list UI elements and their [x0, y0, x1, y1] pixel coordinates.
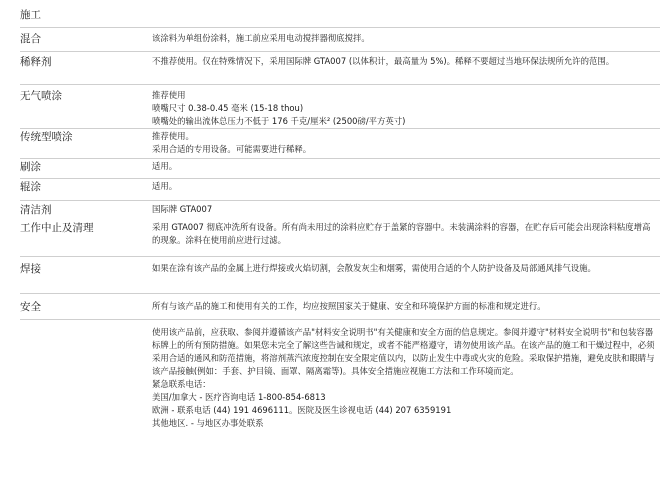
divider	[20, 128, 660, 129]
mixing-text	[152, 32, 658, 45]
divider	[20, 319, 660, 320]
conventional-spray-label: 传统型喷涂	[20, 131, 73, 143]
divider	[20, 51, 660, 52]
cleaner-label: 清洁剂	[20, 204, 52, 216]
conventional-spray-text	[152, 130, 658, 156]
thinner-line: 不推荐使用。仅在特殊情况下，采用国际牌 GTA007 (以体积计，最高量为 5%)。稀释不要超过当地环保法规所允许的范围。	[152, 56, 615, 66]
airless-line-3: 喷嘴处的输出流体总压力不低于 176 千克/厘米² (2500磅/平方英寸)	[152, 116, 406, 126]
emergency-contact-other: 其他地区. - 与地区办事处联系	[152, 418, 264, 428]
thinner-label: 稀释剂	[20, 56, 52, 68]
divider	[20, 158, 660, 159]
divider	[20, 256, 660, 257]
cleaner-line: 国际牌 GTA007	[152, 204, 213, 214]
mixing-label: 混合	[20, 33, 41, 45]
roller-line: 适用。	[152, 181, 178, 191]
brush-line: 适用。	[152, 161, 178, 171]
safety-text	[152, 300, 658, 313]
roller-text	[152, 180, 658, 193]
work-stoppage-label: 工作中止及清理	[20, 222, 94, 234]
airless-line-2: 喷嘴尺寸 0.38-0.45 毫米 (15-18 thou)	[152, 103, 304, 113]
brush-label: 刷涂	[20, 161, 41, 173]
airless-spray-text	[152, 89, 658, 128]
safety-detail-paragraph: 使用该产品前，应获取、参阅并遵循该产品"材料安全说明书"有关健康和安全方面的信息规定。参阅并遵守"材料安全说明书"和包装容器标牌上的所有预防措施。如果您未完全了解这些告诫和规定，或者不能严格遵守，请勿使用该产品。在该产品的施工和干燥过程中，必须采用合适的通风和防范措施，将溶剂蒸汽浓度控制在安全限定值以内，以防止发生中毒或火灾的危险。采取保护措施，避免皮肤和眼睛与该产品接触(例如：手套、护目镜、面罩、隔离霜等)。具体安全措施应视施工方法和工作环境而定。	[152, 327, 655, 376]
work-stoppage-text	[152, 221, 658, 247]
roller-label: 辊涂	[20, 181, 41, 193]
divider	[20, 84, 660, 85]
airless-spray-label: 无气喷涂	[20, 90, 62, 102]
conventional-line-2: 采用合适的专用设备。可能需要进行稀释。	[152, 144, 312, 154]
emergency-contact-us-canada: 美国/加拿大 - 医疗咨询电话 1-800-854-6813	[152, 392, 326, 402]
mixing-line: 该涂料为单组份涂料，施工前应采用电动搅拌器彻底搅拌。	[152, 33, 370, 43]
airless-line-1: 推荐使用	[152, 90, 186, 100]
safety-label: 安全	[20, 301, 41, 313]
emergency-contact-europe: 欧洲 - 联系电话 (44) 191 4696111。医院及医生诊视电话 (44) 207 6359191	[152, 405, 452, 415]
welding-text	[152, 262, 658, 275]
divider	[20, 293, 660, 294]
divider	[20, 178, 660, 179]
divider	[20, 200, 660, 201]
cleaner-text	[152, 203, 658, 216]
emergency-contact-heading: 紧急联系电话：	[152, 379, 211, 389]
brush-text	[152, 160, 658, 173]
divider	[20, 27, 660, 28]
welding-line: 如果在涂有该产品的金属上进行焊接或火焰切割，会散发灰尘和烟雾，需使用合适的个人防护设备及局部通风排气设施。	[152, 263, 596, 273]
safety-detail-block	[152, 326, 658, 430]
work-stoppage-line: 采用 GTA007 彻底冲洗所有设备。所有尚未用过的涂料应贮存于盖紧的容器中。未装满涂料的容器，在贮存后可能会出现涂料粘度增高的现象。涂料在使用前应进行过滤。	[152, 222, 651, 245]
section-title: 施工	[20, 9, 41, 21]
conventional-line-1: 推荐使用。	[152, 131, 194, 141]
welding-label: 焊接	[20, 263, 41, 275]
thinner-text	[152, 55, 658, 68]
safety-line: 所有与该产品的施工和使用有关的工作，均应按照国家关于健康、安全和环境保护方面的标准和规定进行。	[152, 301, 546, 311]
